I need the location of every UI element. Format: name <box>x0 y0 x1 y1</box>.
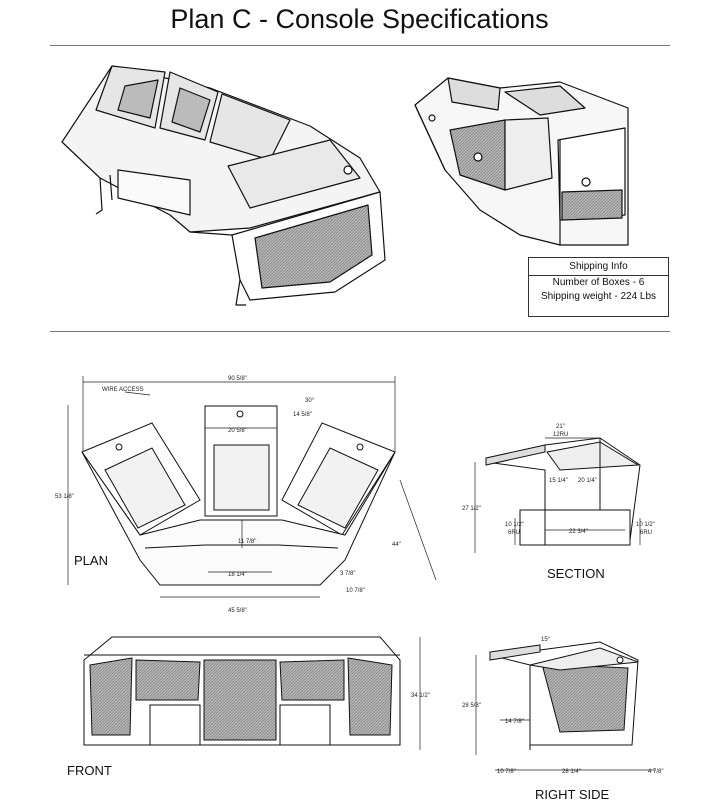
side-angle: 15° <box>541 637 551 643</box>
section-right-ru-dim: 10 1/2" <box>636 522 655 528</box>
side-dim-28-1-4: 28 1/4" <box>562 769 581 775</box>
section-dim-22-3-4: 22 3/4" <box>569 529 588 535</box>
side-dim-10-7-8: 10 7/8" <box>497 769 516 775</box>
shipping-weight: Shipping weight - 224 Lbs <box>540 291 657 302</box>
plan-dim-18-1-4: 18 1/4" <box>228 572 247 578</box>
side-dim-14-7-8: 14 7/8" <box>505 719 524 725</box>
front-height: 34 1/2" <box>411 693 430 699</box>
plan-dim-45-5-8: 45 5/8" <box>228 608 247 614</box>
plan-dim-3-7-8: 3 7/8" <box>340 571 356 577</box>
plan-dim-11-7-8: 11 7/8" <box>238 539 257 545</box>
plan-angle: 30° <box>305 398 315 404</box>
shipping-boxes: Number of Boxes - 6 <box>552 277 645 288</box>
right-side-label: RIGHT SIDE <box>535 787 610 802</box>
section-height: 27 1/2" <box>462 506 481 512</box>
section-dim-21: 21" <box>556 424 565 430</box>
plan-dim-44: 44" <box>392 542 401 548</box>
section-dim-15-1-4: 15 1/4" <box>549 478 568 484</box>
section-left-ru: 6RU <box>508 530 521 536</box>
page-title: Plan C - Console Specifications <box>170 4 549 34</box>
plan-dim-10-7-8: 10 7/8" <box>346 588 365 594</box>
side-dim-4-7-8: 4 7/8" <box>648 769 664 775</box>
section-right-ru: 6RU <box>640 530 653 536</box>
plan-wire-access: WIRE ACCESS <box>102 387 144 393</box>
shipping-info-heading: Shipping Info <box>529 258 668 276</box>
plan-dim-14-5-8: 14 5/8" <box>293 412 312 418</box>
section-ru-12: 12RU <box>553 432 569 438</box>
plan-depth: 53 1/8" <box>55 494 74 500</box>
section-dim-20-1-4: 20 1/4" <box>578 478 597 484</box>
section-label: SECTION <box>547 566 605 581</box>
plan-overall-width: 90 5/8" <box>228 376 247 382</box>
section-left-ru-dim: 10 1/2" <box>505 522 524 528</box>
side-dim-28-5-8: 28 5/8" <box>462 703 481 709</box>
front-label: FRONT <box>67 763 112 778</box>
plan-dim-20-5-8: 20 5/8" <box>228 428 247 434</box>
plan-label: PLAN <box>74 553 108 568</box>
